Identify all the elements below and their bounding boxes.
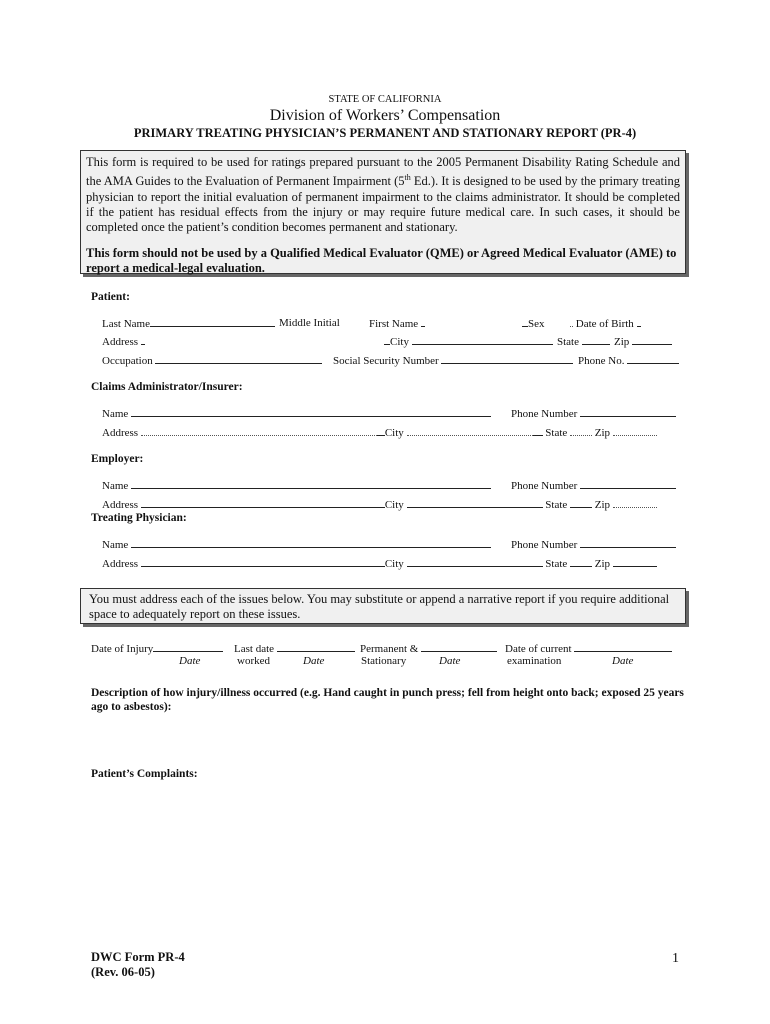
physician-city-field[interactable] [407, 557, 543, 567]
patient-dob: Date of Birth [570, 317, 641, 330]
last-name-field[interactable] [150, 317, 275, 327]
current-exam-date: Date of current [505, 642, 672, 655]
patient-address: Address [102, 335, 145, 348]
date-of-injury: Date of Injury [91, 642, 223, 655]
claims-heading: Claims Administrator/Insurer: [91, 381, 243, 393]
employer-name: Name [102, 479, 491, 492]
page-number: 1 [672, 951, 679, 966]
employer-address-field[interactable] [141, 498, 377, 508]
claims-zip-field[interactable] [613, 426, 657, 436]
employer-phone: Phone Number [511, 479, 676, 492]
intro-paragraph: This form is required to be used for ratings prepared pursuant to the 2005 Permanent Disability Rating Schedule and the AMA Guides to the Evaluation of Permanent Impairment (5th Ed.). It is designed to be used by the primary treating physician to report the initial evaluation of permanent impairment to the claims administrator. It should be completed if the patient has residual effects from the injury or may require future medical care. In such cases, it should be completed once the patient’s condition becomes permanent and stationary. [86, 155, 680, 234]
patient-phone-field[interactable] [627, 354, 679, 364]
claims-phone: Phone Number [511, 407, 676, 420]
patient-zip: Zip [614, 335, 672, 348]
patient-state-field[interactable] [582, 335, 610, 345]
physician-state-field[interactable] [570, 557, 592, 567]
injury-date-field[interactable] [153, 642, 223, 652]
physician-address-field[interactable] [141, 557, 385, 567]
patient-sex: Sex [522, 317, 545, 330]
physician-name: Name [102, 538, 491, 551]
occupation-field[interactable] [155, 354, 322, 364]
last-date-worked-label: worked [237, 655, 270, 667]
last-worked-field[interactable] [277, 642, 355, 652]
physician-phone: Phone Number [511, 538, 676, 551]
examination-label: examination [507, 655, 562, 667]
first-name-field[interactable] [421, 317, 425, 327]
dob-field[interactable] [637, 317, 641, 327]
intro-box [80, 150, 686, 274]
claims-phone-field[interactable] [580, 407, 676, 417]
claims-name-field[interactable] [131, 407, 491, 417]
employer-address: Address City State Zip [102, 498, 657, 511]
last-date-worked: Last date [234, 642, 355, 655]
issues-box: You must address each of the issues below. You may substitute or append a narrative report if you require additional space to adequately report on these issues. [80, 588, 686, 624]
division-title: Division of Workers’ Compensation [269, 107, 501, 124]
claims-address: Address City State Zip [102, 426, 657, 439]
ps-date-field[interactable] [421, 642, 497, 652]
form-title: PRIMARY TREATING PHYSICIAN’S PERMANENT AND STATIONARY REPORT (PR-4) [133, 126, 637, 140]
patient-city: City [384, 335, 553, 348]
patient-state: State [557, 335, 610, 348]
employer-phone-field[interactable] [580, 479, 676, 489]
patient-zip-field[interactable] [632, 335, 672, 345]
exam-date-field[interactable] [574, 642, 672, 652]
claims-state-field[interactable] [570, 426, 592, 436]
date-caption: Date [303, 655, 325, 667]
claims-address-field[interactable] [141, 426, 377, 436]
physician-name-field[interactable] [131, 538, 491, 548]
employer-state-field[interactable] [570, 498, 592, 508]
claims-name: Name [102, 407, 491, 420]
form-number: DWC Form PR-4 [91, 950, 185, 964]
complaints-label: Patient’s Complaints: [91, 768, 198, 780]
patient-heading: Patient: [91, 291, 130, 303]
employer-name-field[interactable] [131, 479, 491, 489]
patient-ssn: Social Security Number [333, 354, 573, 367]
physician-zip-field[interactable] [613, 557, 657, 567]
injury-description-label: Description of how injury/illness occurred (e.g. Hand caught in punch press; fell from height onto back; exposed 25 years ago to asbestos): [91, 687, 684, 713]
form-revision: (Rev. 06-05) [91, 965, 155, 979]
date-caption: Date [612, 655, 634, 667]
physician-phone-field[interactable] [580, 538, 676, 548]
claims-city-field[interactable] [407, 426, 533, 436]
patient-first-name: First Name [369, 317, 425, 330]
employer-heading: Employer: [91, 453, 144, 465]
intro-warning: This form should not be used by a Qualified Medical Evaluator (QME) or Agreed Medical Evaluator (AME) to report a medical-legal evaluation. [86, 246, 677, 276]
employer-city-field[interactable] [407, 498, 543, 508]
middle-initial-label: Middle Initial [279, 317, 340, 329]
patient-occupation: Occupation [102, 354, 322, 367]
state-label: STATE OF CALIFORNIA [328, 94, 442, 105]
ssn-field[interactable] [441, 354, 573, 364]
patient-last-name-row: Last Name [102, 317, 275, 330]
physician-address: Address City State Zip [102, 557, 657, 570]
permanent-stationary: Permanent & [360, 642, 497, 655]
physician-heading: Treating Physician: [91, 512, 187, 524]
employer-zip-field[interactable] [613, 498, 657, 508]
date-caption: Date [439, 655, 461, 667]
patient-phone: Phone No. [578, 354, 679, 367]
patient-city-field[interactable] [412, 335, 553, 345]
stationary-label: Stationary [361, 655, 407, 667]
patient-address-field[interactable] [141, 335, 145, 345]
date-caption: Date [179, 655, 201, 667]
